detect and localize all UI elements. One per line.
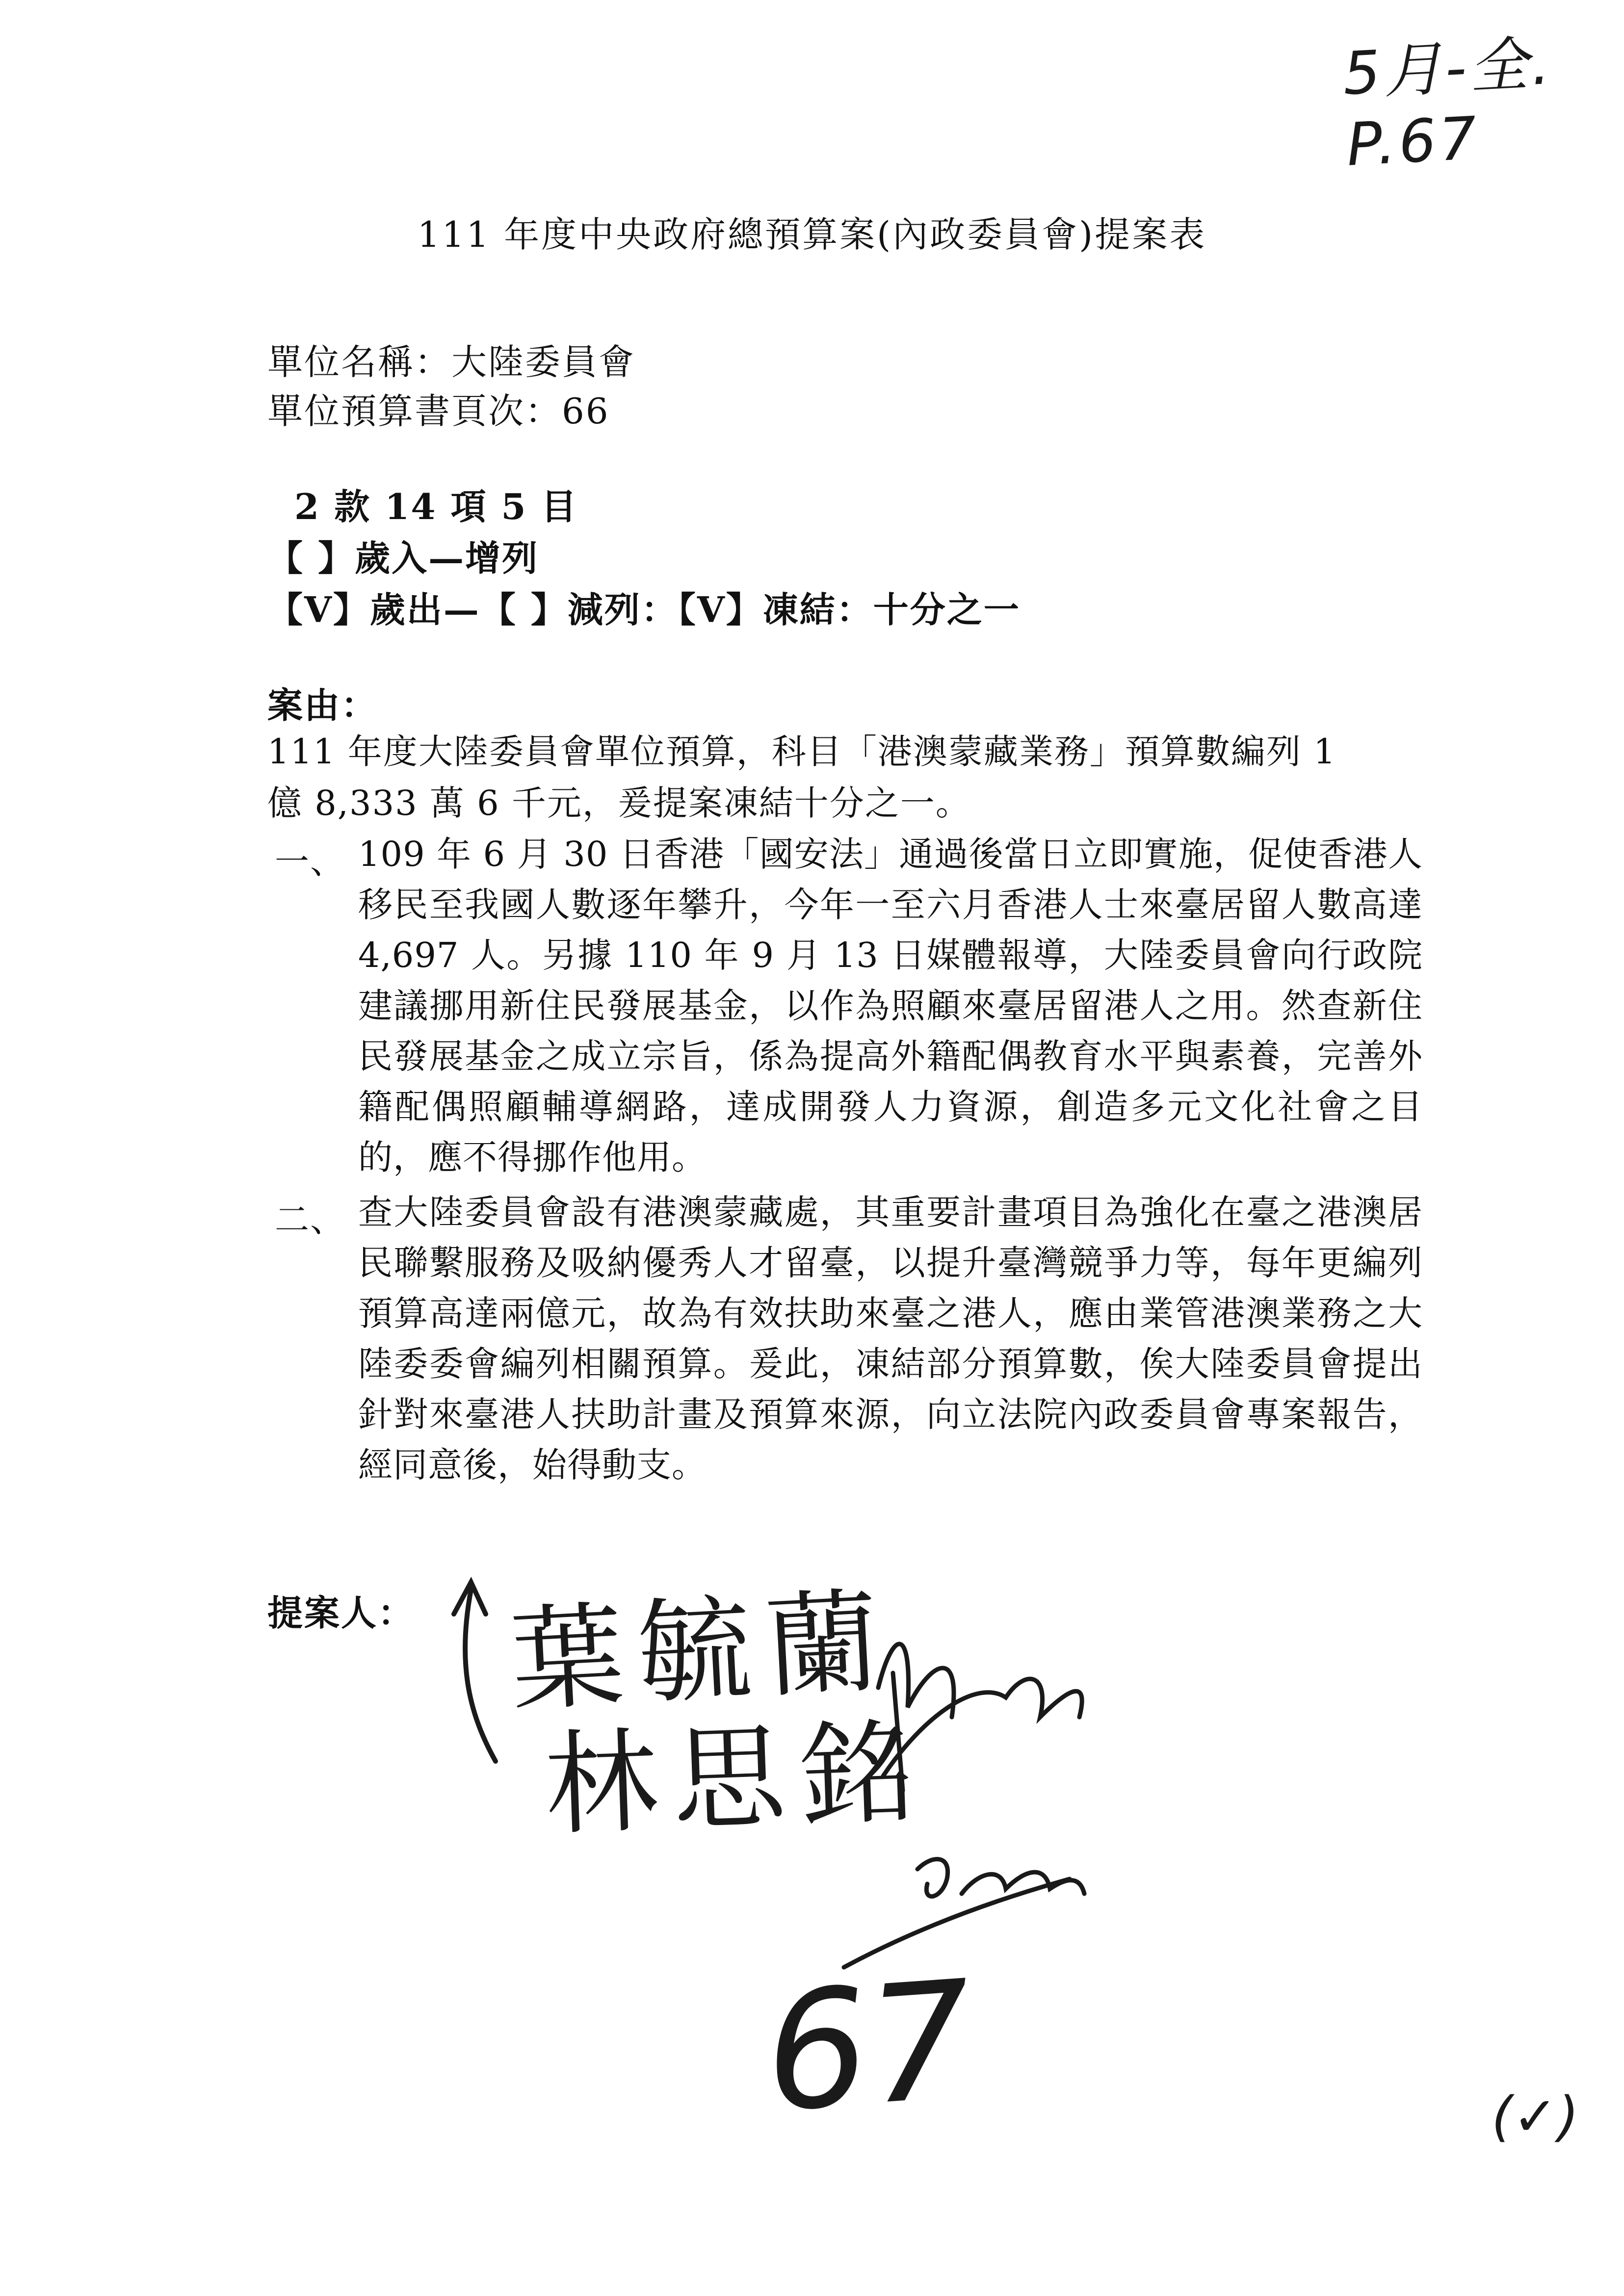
unit-name: 單位名稱：大陸委員會 <box>267 341 636 383</box>
budget-page: 單位預算書頁次：66 <box>267 391 610 432</box>
corner-annotation: 5月-全. P.67 <box>1341 29 1555 180</box>
item-1-text: 109 年 6 月 30 日香港「國安法」通過後當日立即實施，促使香港人移民至我國人數逐年攀升，今年一至六月香港人士來臺居留人數高達 4,697 人。另據 110 年 9 月 13 日媒體報導，大陸委員會向行政院建議挪用新住民發展基金，以作為照顧來臺居留港人之用。然查新住民發展基金之成立宗旨，係為提高外籍配偶教育水平與素養，完善外籍配偶照顧輔導網路，達成開發人力資源，創造多元文化社會之目的，應不得挪作他用。 <box>358 834 1423 1177</box>
proposer-label: 提案人： <box>267 1592 415 1634</box>
arrow-stroke <box>465 1590 496 1761</box>
signature-2: 林思銘 <box>543 1707 930 1852</box>
signature-1: 葉毓蘭 <box>507 1576 897 1727</box>
case-heading: 案由： <box>267 684 378 726</box>
expense-line: 【V】歲出—【 】減列：【V】凍結：十分之一 <box>267 589 1021 630</box>
item-2-text: 查大陸委員會設有港澳蒙藏處，其重要計畫項目為強化在臺之港澳居民聯繫服務及吸納優秀人才留臺，以提升臺灣競爭力等，每年更編列預算高達兩億元，故為有效扶助來臺之港人，應由業管港澳業務之大陸委委會編列相關預算。爰此，凍結部分預算數，俟大陸委員會提出針對來臺港人扶助計畫及預算來源，向立法院內政委員會專案報告，經同意後，始得動支。 <box>358 1192 1423 1485</box>
side-mark: (✓) <box>1492 2085 1579 2148</box>
page-title: 111 年度中央政府總預算案(內政委員會)提案表 <box>417 214 1207 255</box>
page-number: 67 <box>759 1945 978 2148</box>
item-2-label: 二、 <box>275 1200 345 1240</box>
budget-item-code: 2 款 14 項 5 目 <box>294 486 578 527</box>
signature-3-scribble <box>878 1644 1082 1791</box>
case-intro-line-2: 億 8,333 萬 6 千元，爰提案凍結十分之一。 <box>267 783 971 823</box>
income-line: 【 】歲入—增列 <box>267 537 539 579</box>
case-intro-line-1: 111 年度大陸委員會單位預算，科目「港澳蒙藏業務」預算數編列 1 <box>267 731 1336 772</box>
item-1-label: 一、 <box>275 841 345 882</box>
